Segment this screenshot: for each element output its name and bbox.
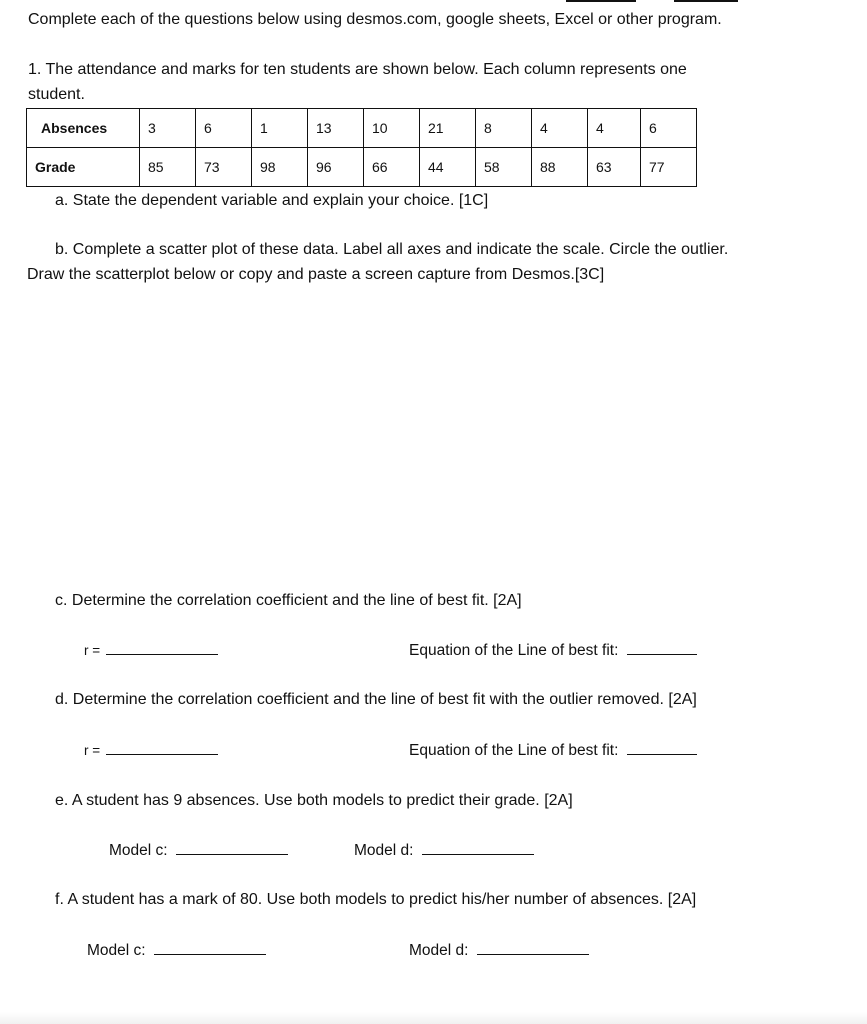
question-b-line1: b. Complete a scatter plot of these data. Label all axes and indicate the scale. Circle the outlier. [55,241,729,258]
table-cell: 13 [308,109,364,148]
table-cell: 4 [588,109,641,148]
table-cell: 3 [140,109,196,148]
qc-equation-label: Equation of the Line of best fit: [409,642,619,659]
qd-equation-row [409,740,697,761]
qe-model-c-label: Model c: [109,842,168,859]
qf-model-d-answer-blank[interactable] [477,940,589,955]
qc-r-row [84,640,218,660]
table-cell: 44 [420,148,476,187]
qd-equation-label: Equation of the Line of best fit: [409,742,619,759]
table-cell: 63 [588,148,641,187]
qf-model-c-answer-blank[interactable] [154,940,266,955]
question-1-line1: 1. The attendance and marks for ten students are shown below. Each column represents one [28,61,687,78]
table-cell: 58 [476,148,532,187]
table-cell: 88 [532,148,588,187]
qd-r-answer-blank[interactable] [106,740,218,755]
table-cell: 96 [308,148,364,187]
qc-equation-row [409,640,697,661]
table-cell: 8 [476,109,532,148]
table-cell: 10 [364,109,420,148]
qd-r-row [84,740,218,760]
question-c: c. Determine the correlation coefficient and the line of best fit. [2A] [55,592,522,609]
question-f: f. A student has a mark of 80. Use both models to predict his/her number of absences. [2A] [55,891,697,908]
table-cell: 66 [364,148,420,187]
table-cell: 98 [252,148,308,187]
qe-model-d-label: Model d: [354,842,414,859]
qc-r-label: r = [84,643,101,658]
table-cell: 6 [196,109,252,148]
question-1-line2: student. [28,86,85,103]
question-e: e. A student has 9 absences. Use both models to predict their grade. [2A] [55,792,573,809]
table-row-absences [27,109,697,148]
qf-model-d-label: Model d: [409,942,469,959]
qf-model-c-label: Model c: [87,942,146,959]
qd-r-label: r = [84,743,101,758]
grade-header: Grade [27,148,140,187]
top-rule-left [566,0,636,2]
table-cell: 73 [196,148,252,187]
absences-header: Absences [27,109,140,148]
qf-model-c-row [87,940,266,961]
table-cell: 85 [140,148,196,187]
qe-model-d-row [354,840,534,861]
question-a: a. State the dependent variable and explain your choice. [1C] [55,192,489,209]
table-cell: 6 [641,109,697,148]
intro-text: Complete each of the questions below using desmos.com, google sheets, Excel or other program. [28,11,722,28]
table-row-grades [27,148,697,187]
top-rule-right [674,0,738,2]
qe-model-c-row [109,840,288,861]
qe-model-c-answer-blank[interactable] [176,840,288,855]
qd-equation-answer-blank[interactable] [627,740,697,755]
table-cell: 77 [641,148,697,187]
table-cell: 4 [532,109,588,148]
attendance-grades-table [26,108,697,187]
qc-equation-answer-blank[interactable] [627,640,697,655]
qc-r-answer-blank[interactable] [106,640,218,655]
question-d: d. Determine the correlation coefficient and the line of best fit with the outlier removed. [2A] [55,691,697,708]
qe-model-d-answer-blank[interactable] [422,840,534,855]
table-cell: 21 [420,109,476,148]
question-b-line2: Draw the scatterplot below or copy and paste a screen capture from Desmos.[3C] [27,266,605,283]
table-cell: 1 [252,109,308,148]
qf-model-d-row [409,940,589,961]
page-bottom-edge [0,1012,867,1024]
